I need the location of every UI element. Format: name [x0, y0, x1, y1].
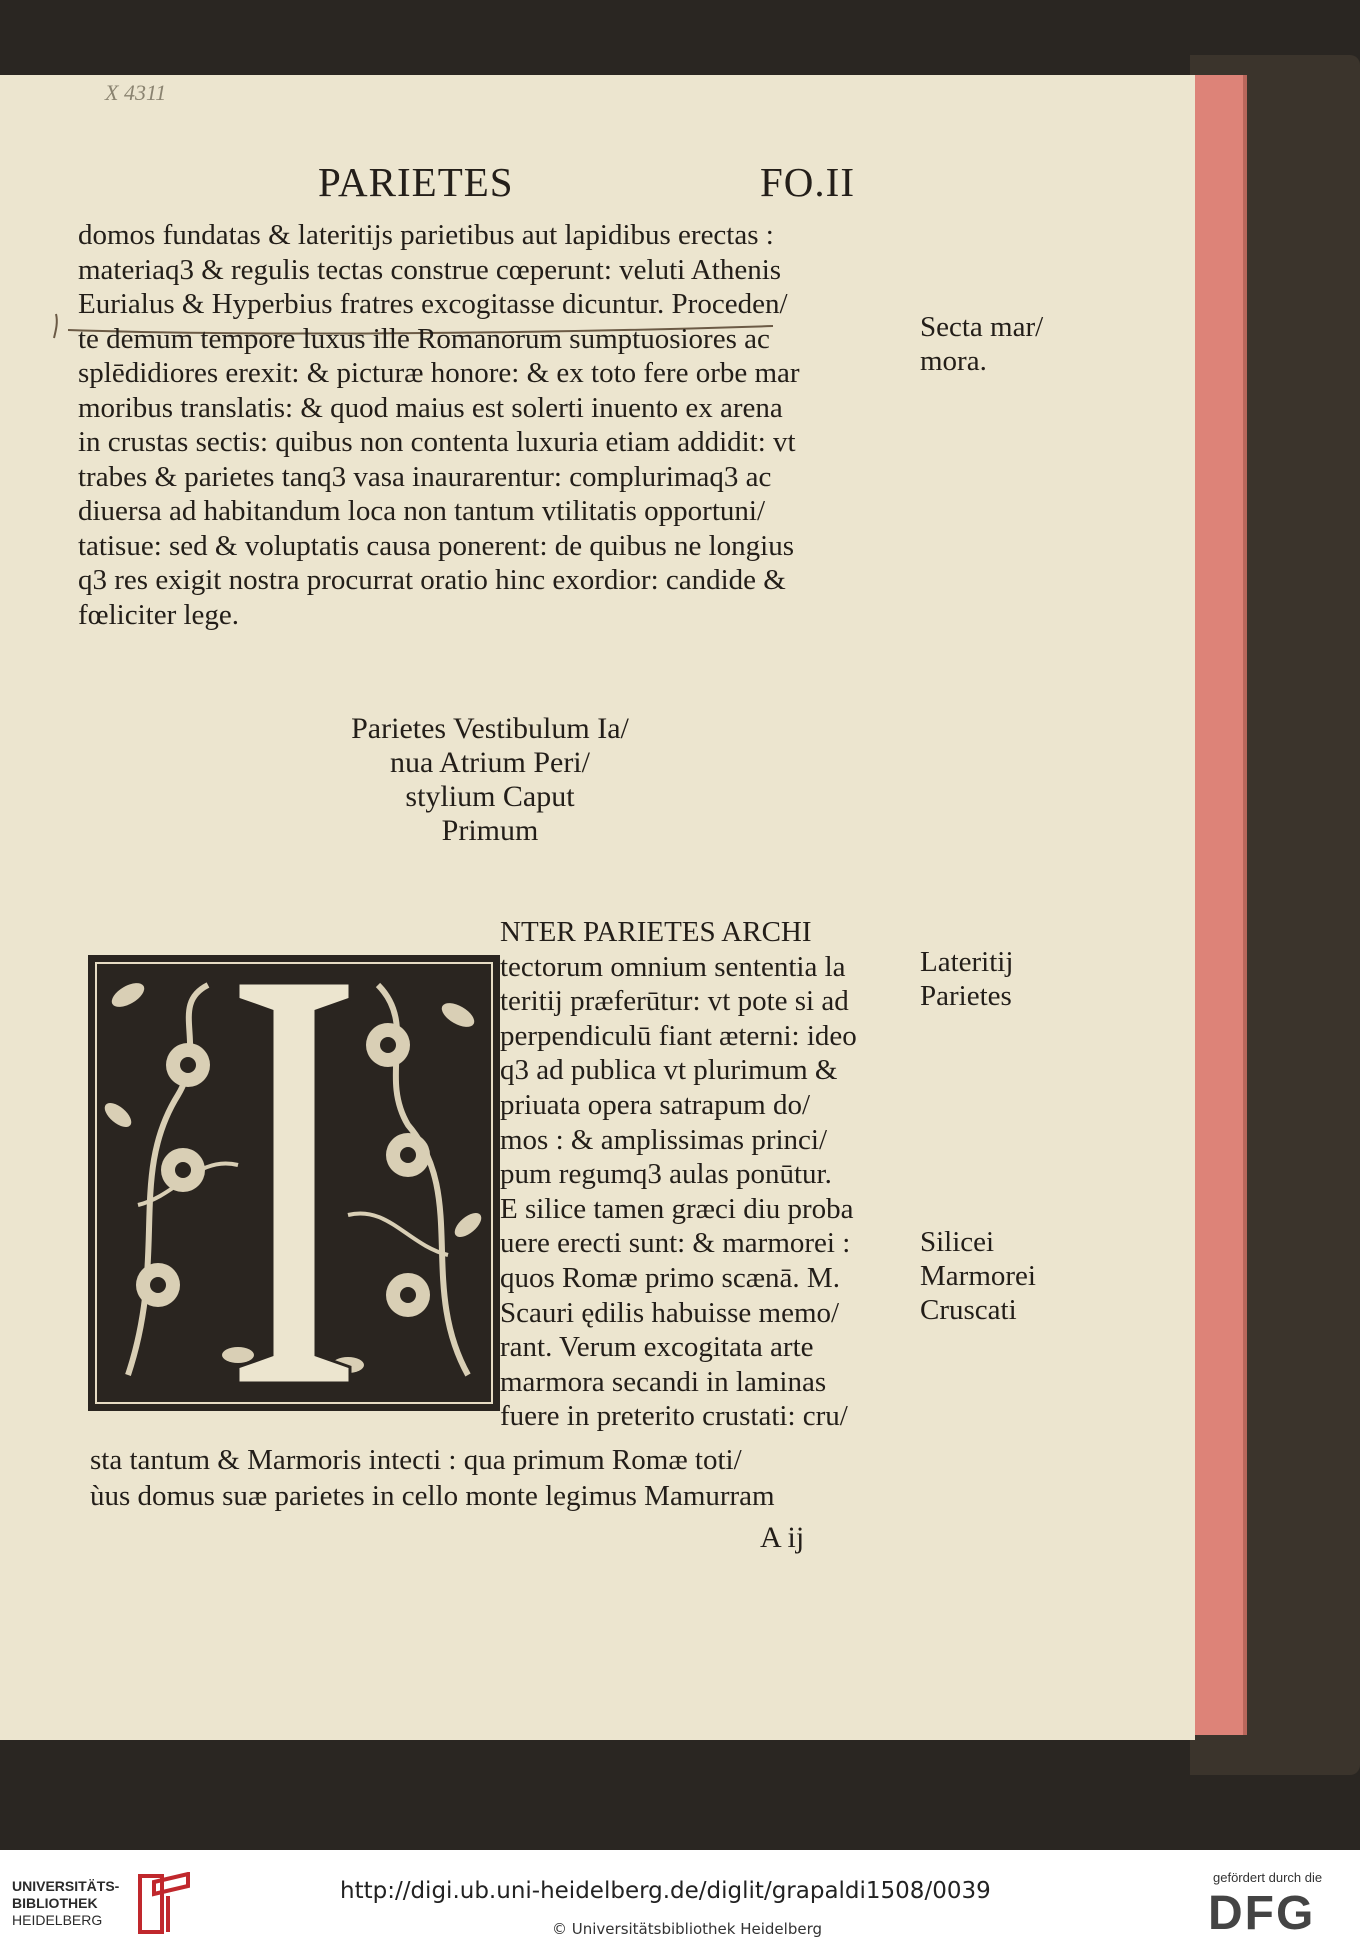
text-line: quos Romæ primo scænā. M.: [500, 1262, 840, 1294]
text-line: in crustas sectis: quibus non contenta luxuria etiam addidit: vt: [78, 426, 796, 458]
text-line: teritij præferūtur: vt pote si ad: [500, 985, 849, 1018]
text-line: q3 res exigit nostra procurrat oratio hinc exordior: candide &: [78, 564, 786, 596]
text-line: marmora secandi in laminas: [500, 1365, 827, 1398]
funding-note: gefördert durch die: [1213, 1870, 1323, 1885]
decorated-initial-letter-icon: [88, 955, 500, 1411]
text-line: E silice tamen græci diu proba: [500, 1192, 854, 1225]
text-line: fœliciter lege.: [78, 598, 240, 631]
text-line: diuersa ad habitandum loca non tantum vtilitatis opportuni/: [78, 495, 766, 527]
text-line: tatisue: sed & voluptatis causa ponerent: de quibus ne longius: [78, 529, 795, 562]
dfg-logo[interactable]: DFG: [1208, 1887, 1316, 1940]
text-line: sta tantum & Marmoris intecti : qua primum Romæ toti/: [90, 1444, 742, 1476]
library-name-line: BIBLIOTHEK: [12, 1895, 98, 1911]
text-line: te demum tempore luxus ille Romanorum sumptuosiores ac: [78, 322, 770, 355]
text-line: ùus domus suæ parietes in cello monte legimus Mamurram: [90, 1480, 775, 1512]
shelfmark: X 4311: [105, 80, 167, 105]
text-line: moribus translatis: & quod maius est solerti inuento ex arena: [78, 391, 783, 424]
chapter-heading-line: nua Atrium Peri/: [390, 746, 590, 779]
library-name-line: HEIDELBERG: [12, 1912, 103, 1928]
signature-mark: A ij: [760, 1521, 805, 1554]
chapter-heading-line: Primum: [441, 814, 539, 847]
copyright-notice: © Universitätsbibliothek Heidelberg: [552, 1920, 823, 1938]
text-line: materiaq3 & regulis tectas construe cœperunt: veluti Athenis: [78, 253, 782, 286]
library-name-line: UNIVERSITÄTS-: [12, 1878, 120, 1894]
chapter-heading-line: Parietes Vestibulum Ia/: [351, 712, 629, 745]
margin-note-silicei: Silicei Marmorei Cruscati: [920, 1226, 1036, 1326]
text-line: uere erecti sunt: & marmorei :: [500, 1227, 851, 1260]
margin-note-lateritij: Lateritij Parietes: [920, 946, 1014, 1012]
text-line: mos : & amplissimas princi/: [500, 1123, 828, 1156]
text-line: rant. Verum excogitata arte: [500, 1331, 814, 1364]
page-edges: [1195, 75, 1247, 1735]
text-line: Eurialus & Hyperbius fratres excogitasse dicuntur. Proceden/: [78, 288, 788, 320]
text-line: domos fundatas & lateritijs parietibus aut lapidibus erectas :: [78, 219, 774, 251]
text-line: priuata opera satrapum do/: [500, 1089, 811, 1121]
text-line: tectorum omnium sententia la: [500, 950, 846, 983]
running-title: PARIETES: [318, 159, 514, 205]
margin-note-secta: Secta mar/ mora.: [920, 311, 1044, 377]
permalink-url[interactable]: http://digi.ub.uni-heidelberg.de/diglit/grapaldi1508/0039: [340, 1878, 991, 1904]
text-line: NTER PARIETES ARCHI: [500, 916, 812, 948]
text-line: pum regumq3 aulas ponūtur.: [500, 1158, 832, 1191]
folio-number: FO.II: [760, 159, 855, 205]
university-library-logo[interactable]: [12, 1878, 202, 1938]
text-line: perpendiculū fiant æterni: ideo: [500, 1019, 857, 1052]
text-line: q3 ad publica vt plurimum &: [500, 1054, 838, 1087]
text-line: splēdidiores erexit: & picturæ honore: & ex toto fere orbe mar: [78, 357, 800, 389]
text-line: trabes & parietes tanq3 vasa inaurarentur: complurimaq3 ac: [78, 460, 772, 493]
library-emblem-icon: [134, 1872, 194, 1936]
chapter-heading-line: stylium Caput: [405, 780, 575, 813]
text-line: fuere in preterito crustati: cru/: [500, 1400, 848, 1433]
footer-bar: [0, 1850, 1360, 1955]
text-line: Scauri ędilis habuisse memo/: [500, 1296, 840, 1329]
